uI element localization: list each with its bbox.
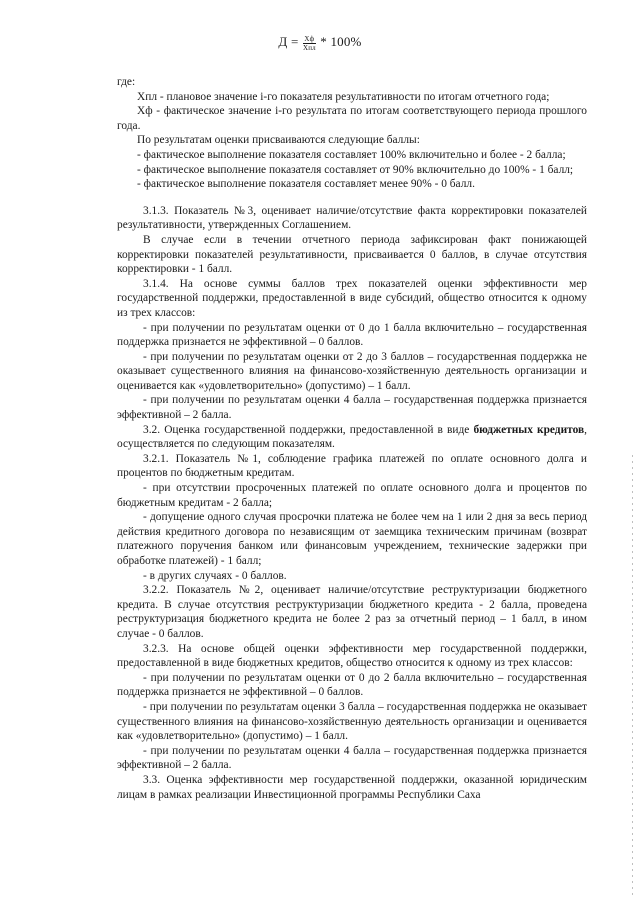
paragraph-3-1-3: 3.1.3. Показатель №3, оценивает наличие/отсутствие факта корректировки показателей результативности, утвержденных Соглашением. bbox=[117, 204, 587, 232]
formula-lhs: Д = bbox=[278, 34, 299, 49]
formula-fraction bbox=[303, 35, 316, 52]
paragraph-3-1-4: 3.1.4. На основе суммы баллов трех показателей оценки эффективности мер государственной поддержки, предоставленной в виде субсидий, общество относится к одному из трех классов: bbox=[117, 277, 587, 319]
where-label: где: bbox=[117, 76, 136, 88]
score-item: - в других случаях - 0 баллов. bbox=[143, 569, 287, 582]
scan-margin-line bbox=[632, 455, 633, 895]
class-item: - при получении по результатам оценки 4 балла – государственная поддержка признается эффективной – 2 балла. bbox=[117, 394, 587, 422]
paragraph-correction: В случае если в течении отчетного периода зафиксирован факт понижающей корректировки показателей результативности, присваивается 0 баллов, в случае отсутствия корректировки - 1 балл. bbox=[117, 233, 587, 276]
definition-plan: Хпл - плановое значение i-го показателя результативности по итогам отчетного года; bbox=[137, 90, 550, 103]
score-item: - допущение одного случая просрочки платежа не более чем на 1 или 2 дня за весь период действия кредитного договора по независящим от заемщика техническим причинам (возврат платежного поручения банком или финансовым учреждением, технические задержки при обработке платежей) - 1 балл; bbox=[117, 511, 587, 567]
score-item: - фактическое выполнение показателя составляет 100% включительно и более - 2 балла; bbox=[137, 148, 566, 161]
score-item: - при отсутствии просроченных платежей по оплате основного долга и процентов по бюджетным кредитам - 2 балла; bbox=[117, 482, 587, 509]
formula bbox=[0, 34, 640, 52]
paragraph-3-2-2: 3.2.2. Показатель №2, оценивает наличие/отсутствие реструктуризации бюджетного кредита. В случае отсутствия реструктуризации бюджетного кредита - 2 балла, проведена реструктуризация бюджетного кредита не более 2 раз за отчетный период – 1 балл, в ином случае - 0 баллов. bbox=[117, 584, 587, 640]
paragraph-3-2-end: , осуществляется по следующим показателям. bbox=[117, 423, 587, 451]
class-item: - при получении по результатам оценки 4 балла – государственная поддержка признается эффективной – 2 балла. bbox=[117, 744, 587, 772]
formula-numerator: Хф bbox=[304, 34, 315, 43]
budget-credits-term: бюджетных кредитов bbox=[473, 423, 585, 436]
paragraph-3-2-start: 3.2. Оценка государственной поддержки, предоставленной в виде bbox=[143, 423, 474, 436]
document-body bbox=[117, 75, 587, 802]
formula-rhs: * 100% bbox=[320, 34, 362, 49]
class-item: - при получении по результатам оценки от 0 до 2 балла включительно – государственная поддержка признается не эффективной – 0 баллов. bbox=[117, 671, 587, 699]
class-item: - при получении по результатам оценки 3 балла – государственная поддержка не оказывает существенного влияния на финансово-хозяйственную деятельность организации и оценивается как «удовлетворительно» (допустимо) – 1 балл. bbox=[117, 700, 587, 743]
class-item: - при получении по результатам оценки от 0 до 1 балла включительно – государственная поддержка признается не эффективной – 0 баллов. bbox=[117, 321, 587, 349]
paragraph-3-2-3: 3.2.3. На основе общей оценки эффективности мер государственной поддержки, предоставленной в виде бюджетных кредитов, общество относится к одному из трех классов: bbox=[117, 642, 587, 670]
paragraph-3-2 bbox=[117, 423, 587, 452]
score-item: - фактическое выполнение показателя составляет менее 90% - 0 балл. bbox=[137, 178, 475, 191]
scores-intro: По результатам оценки присваиваются следующие баллы: bbox=[137, 134, 420, 147]
score-item: - фактическое выполнение показателя составляет от 90% включительно до 100% - 1 балл; bbox=[137, 163, 574, 176]
definition-fact: Хф - фактическое значение i-го результата по итогам соответствующего периода прошлого года. bbox=[117, 105, 587, 132]
paragraph-3-2-1: 3.2.1. Показатель №1, соблюдение графика платежей по оплате основного долга и процентов по бюджетным кредитам. bbox=[117, 452, 587, 480]
formula-denominator: Хпл bbox=[302, 43, 316, 52]
class-item: - при получении по результатам оценки от 2 до 3 баллов – государственная поддержка не оказывает существенного влияния на финансово-хозяйственную деятельность организации и оценивается как «удовлетворительно» (допустимо) – 1 балл. bbox=[117, 350, 587, 392]
paragraph-3-3: 3.3. Оценка эффективности мер государственной поддержки, оказанной юридическим лицам в рамках реализации Инвестиционной программы Республики Саха bbox=[117, 773, 587, 801]
